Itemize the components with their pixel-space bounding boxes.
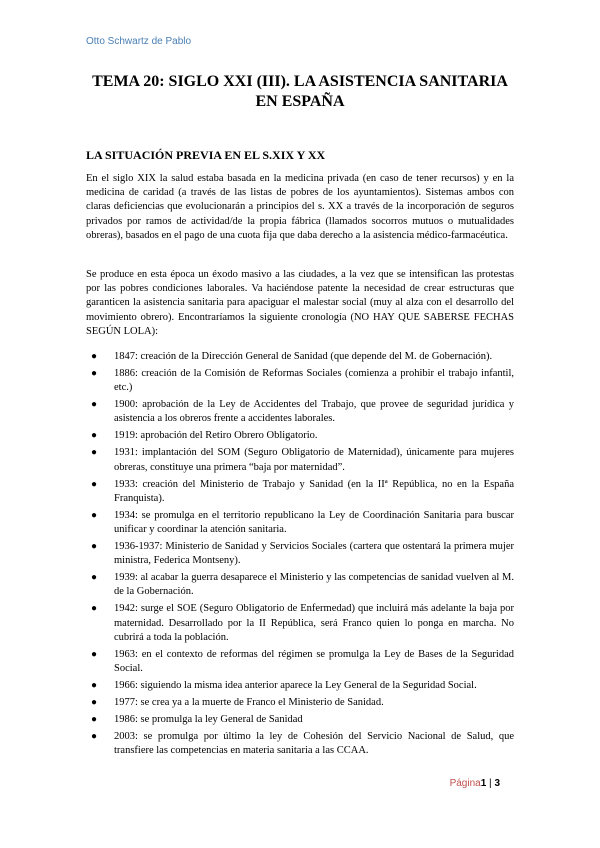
- timeline-item: [86, 571, 514, 599]
- timeline-item-text: 1942: surge el SOE (Seguro Obligatorio de Enfermedad) que incluirá más adelante la baja por maternidad. Desarrollado por la II República, será Franco quien lo ponga en marcha. No cubrirá a toda la población.: [114, 603, 514, 643]
- timeline-item: [86, 429, 514, 443]
- timeline-item-text: 1931: implantación del SOM (Seguro Obligatorio de Maternidad), únicamente para mujeres obreras, constituye una primera “baja por maternidad”.: [114, 447, 514, 473]
- bullet-icon: ●: [91, 430, 98, 442]
- page-footer: [450, 778, 500, 789]
- page-label: Página: [449, 778, 481, 789]
- bullet-icon: ●: [91, 509, 98, 521]
- timeline-item-text: 1966: siguiendo la misma idea anterior aparece la Ley General de la Seguridad Social.: [114, 680, 477, 692]
- bullet-icon: ●: [91, 351, 98, 362]
- timeline-item-text: 1986: se promulga la ley General de Sanidad: [114, 714, 303, 726]
- bullet-icon: ●: [91, 447, 98, 459]
- timeline-item: [86, 730, 514, 758]
- timeline-item-text: 1919: aprobación del Retiro Obrero Obligatorio.: [114, 430, 318, 442]
- timeline-item: [86, 446, 514, 474]
- timeline-item: [86, 602, 514, 645]
- bullet-icon: ●: [91, 697, 98, 709]
- timeline-item: [86, 696, 514, 710]
- document-title: TEMA 20: SIGLO XXI (III). LA ASISTENCIA SANITARIA EN ESPAÑA: [92, 73, 508, 110]
- timeline-list: [86, 350, 514, 761]
- timeline-item-text: 1977: se crea ya a la muerte de Franco el Ministerio de Sanidad.: [114, 697, 384, 709]
- timeline-item-text: 1939: al acabar la guerra desaparece el Ministerio y las competencias de sanidad vuelven al M. de la Gobernación.: [114, 572, 514, 598]
- page-number: 1: [480, 778, 487, 789]
- timeline-item-text: 1936-1937: Ministerio de Sanidad y Servicios Sociales (cartera que ostentará la primera mujer ministra, Federica Montseny).: [114, 541, 514, 567]
- timeline-item: [86, 679, 514, 693]
- timeline-item: [86, 540, 514, 568]
- bullet-icon: ●: [91, 603, 98, 615]
- page-separator: |: [489, 778, 492, 789]
- timeline-item: [86, 648, 514, 676]
- timeline-item-text: 1847: creación de la Dirección General de Sanidad (que depende del M. de Gobernación).: [114, 351, 493, 362]
- timeline-item: [86, 478, 514, 506]
- timeline-item: [86, 713, 514, 727]
- page-total: 3: [494, 778, 500, 789]
- bullet-icon: ●: [91, 541, 98, 553]
- timeline-item-text: 1934: se promulga en el territorio republicano la Ley de Coordinación Sanitaria para buscar unificar y coordinar la atención sanitaria.: [114, 509, 514, 536]
- paragraph-intro: En el siglo XIX la salud estaba basada en la medicina privada (en caso de tener recursos) y en la medicina de caridad (a través de las listas de pobres de los ayuntamientos). Sistemas ambos con claras deficiencias que evolucionarán a principios del s. XX a través de la incorporación de seguros privados por ramos de actividad/de la propia fábrica (llamados socorros mutuos o mutualidades obreras), basados en el pago de una cuota fija que daba derecho a la asistencia médico-farmacéutica.: [86, 173, 514, 241]
- timeline-item-text: 1963: en el contexto de reformas del régimen se promulga la Ley de Bases de la Seguridad Social.: [114, 648, 514, 675]
- bullet-icon: ●: [91, 680, 98, 692]
- bullet-icon: ●: [91, 648, 98, 660]
- bullet-icon: ●: [91, 714, 98, 726]
- header-author: Otto Schwartz de Pablo: [86, 36, 192, 47]
- timeline-item: [86, 350, 514, 364]
- timeline-item-text: 2003: se promulga por último la ley de Cohesión del Servicio Nacional de Salud, que transfiere las competencias en materia sanitaria a las CCAA.: [114, 731, 514, 757]
- timeline-item-text: 1886: creación de la Comisión de Reformas Sociales (comienza a prohibir el trabajo infantil, etc.): [114, 368, 514, 394]
- paragraph-context: Se produce en esta época un éxodo masivo a las ciudades, a la vez que se intensifican las protestas por las pobres condiciones laborales. Va haciéndose patente la necesidad de crear estructuras que garanticen la asistencia sanitaria para apaciguar el malestar social (muy al alza con el desarrollo del movimiento obrero). Encontraríamos la siguiente cronología (NO HAY QUE SABERSE FECHAS SEGÚN LOLA):: [86, 269, 514, 337]
- section-heading: LA SITUACIÓN PREVIA EN EL S.XIX Y XX: [86, 148, 326, 162]
- bullet-icon: ●: [91, 368, 98, 379]
- bullet-icon: ●: [91, 399, 98, 411]
- timeline-item-text: 1933: creación del Ministerio de Trabajo y Sanidad (en la IIª República, no en la España Franquista).: [114, 478, 514, 504]
- bullet-icon: ●: [91, 731, 98, 743]
- timeline-item: [86, 398, 514, 426]
- timeline-item: [86, 509, 514, 537]
- timeline-item: [86, 367, 514, 395]
- bullet-icon: ●: [91, 478, 98, 490]
- timeline-item-text: 1900: aprobación de la Ley de Accidentes del Trabajo, que provee de seguridad jurídica y asistencia a los obreros frente a accidentes laborales.: [114, 399, 514, 425]
- bullet-icon: ●: [91, 572, 98, 584]
